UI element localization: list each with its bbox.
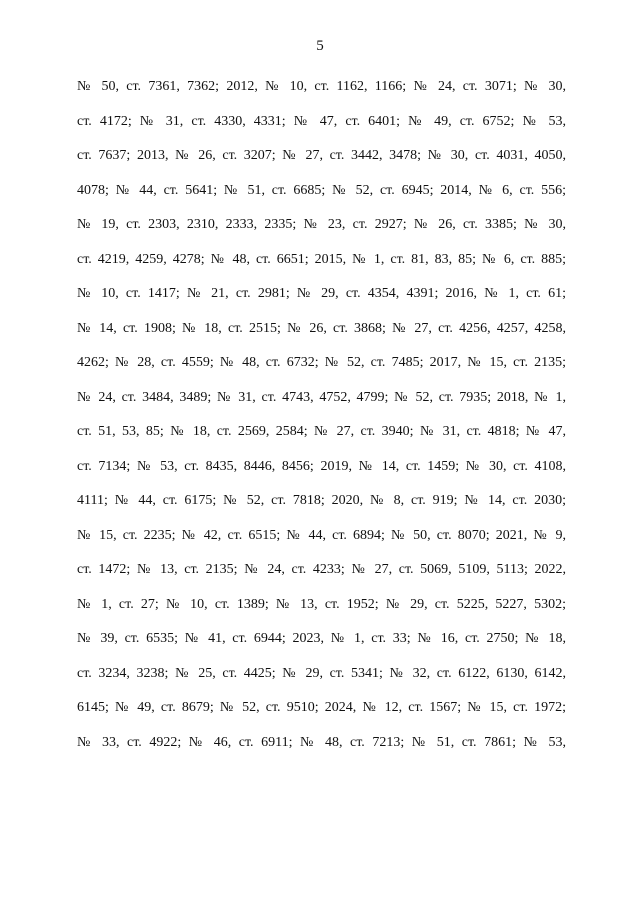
- text-line: ст. 3234, 3238; № 25, ст. 4425; № 29, ст. 5341; № 32, ст. 6122, 6130, 6142,: [77, 665, 566, 681]
- text-line: ст. 51, 53, 85; № 18, ст. 2569, 2584; № 27, ст. 3940; № 31, ст. 4818; № 47,: [77, 424, 566, 439]
- text-line: 4111; № 44, ст. 6175; № 52, ст. 7818; 2020, № 8, ст. 919; № 14, ст. 2030;: [77, 493, 566, 508]
- document-body: [77, 74, 566, 764]
- text-line: № 33, ст. 4922; № 46, ст. 6911; № 48, ст. 7213; № 51, ст. 7861; № 53,: [77, 734, 566, 750]
- text-line: 4078; № 44, ст. 5641; № 51, ст. 6685; № 52, ст. 6945; 2014, № 6, ст. 556;: [77, 182, 566, 198]
- text-line: № 39, ст. 6535; № 41, ст. 6944; 2023, № 1, ст. 33; № 16, ст. 2750; № 18,: [77, 631, 566, 646]
- text-line: ст. 7637; 2013, № 26, ст. 3207; № 27, ст. 3442, 3478; № 30, ст. 4031, 4050,: [77, 148, 566, 163]
- text-line: ст. 4219, 4259, 4278; № 48, ст. 6651; 2015, № 1, ст. 81, 83, 85; № 6, ст. 885;: [77, 251, 566, 267]
- text-line: № 15, ст. 2235; № 42, ст. 6515; № 44, ст. 6894; № 50, ст. 8070; 2021, № 9,: [77, 527, 566, 543]
- text-line: 6145; № 49, ст. 8679; № 52, ст. 9510; 2024, № 12, ст. 1567; № 15, ст. 1972;: [77, 700, 566, 715]
- text-line: № 1, ст. 27; № 10, ст. 1389; № 13, ст. 1952; № 29, ст. 5225, 5227, 5302;: [77, 596, 566, 612]
- text-line: № 10, ст. 1417; № 21, ст. 2981; № 29, ст. 4354, 4391; 2016, № 1, ст. 61;: [77, 286, 566, 301]
- text-line: ст. 7134; № 53, ст. 8435, 8446, 8456; 2019, № 14, ст. 1459; № 30, ст. 4108,: [77, 458, 566, 474]
- text-line: 4262; № 28, ст. 4559; № 48, ст. 6732; № 52, ст. 7485; 2017, № 15, ст. 2135;: [77, 355, 566, 370]
- page-number: 5: [316, 38, 324, 54]
- text-line: № 24, ст. 3484, 3489; № 31, ст. 4743, 4752, 4799; № 52, ст. 7935; 2018, № 1,: [77, 389, 566, 405]
- text-line: № 50, ст. 7361, 7362; 2012, № 10, ст. 1162, 1166; № 24, ст. 3071; № 30,: [77, 79, 566, 94]
- text-line: № 14, ст. 1908; № 18, ст. 2515; № 26, ст. 3868; № 27, ст. 4256, 4257, 4258,: [77, 320, 566, 336]
- text-line: ст. 4172; № 31, ст. 4330, 4331; № 47, ст. 6401; № 49, ст. 6752; № 53,: [77, 113, 566, 129]
- text-line: № 19, ст. 2303, 2310, 2333, 2335; № 23, ст. 2927; № 26, ст. 3385; № 30,: [77, 217, 566, 232]
- text-line: ст. 1472; № 13, ст. 2135; № 24, ст. 4233; № 27, ст. 5069, 5109, 5113; 2022,: [77, 562, 566, 577]
